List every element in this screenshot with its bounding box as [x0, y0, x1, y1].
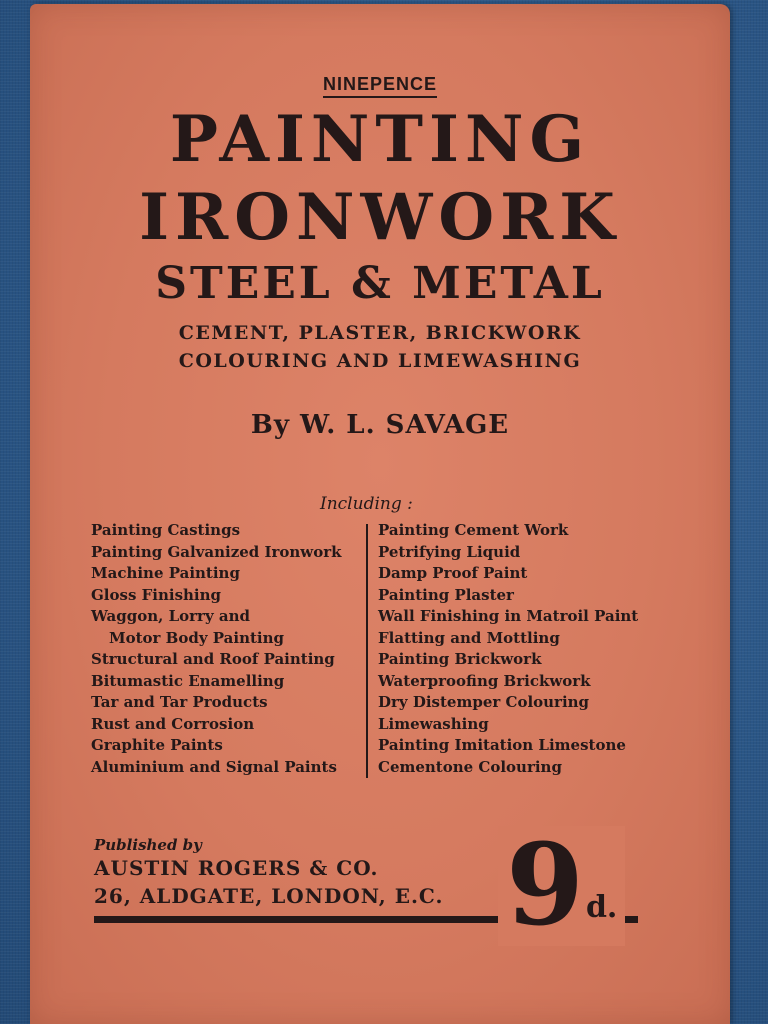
price-heading — [30, 74, 730, 95]
topics-right-list — [378, 520, 678, 778]
price-word: NINEPENCE — [323, 74, 437, 98]
topic-item: Cementone Colouring — [378, 757, 562, 776]
topic-item: Tar and Tar Products — [91, 693, 268, 711]
topic-item: Motor Body Painting — [109, 628, 284, 647]
column-divider — [366, 524, 368, 778]
price-unit: d. — [585, 890, 618, 925]
topic-item: Limewashing — [378, 714, 489, 733]
topic-item: Machine Painting — [91, 564, 240, 582]
title-line-2: IRONWORK — [139, 180, 621, 255]
topic-item: Painting Brickwork — [378, 650, 542, 668]
topic-item: Wall Finishing in Matroil Paint — [378, 607, 639, 625]
topic-item: Waterproofing Brickwork — [378, 671, 591, 690]
topic-item: Petrifying Liquid — [378, 542, 521, 561]
topic-item: Graphite Paints — [91, 736, 223, 754]
topics-left-list — [91, 520, 371, 778]
topic-item: Painting Cement Work — [378, 521, 569, 539]
topic-item: Flatting and Mottling — [378, 628, 560, 647]
subtitle-line-2: COLOURING AND LIMEWASHING — [178, 350, 582, 372]
topic-item: Bitumastic Enamelling — [91, 671, 285, 690]
title-line-1: PAINTING — [169, 102, 591, 177]
title-line-3: STEEL & METAL — [155, 258, 605, 309]
price-number: 9 — [506, 820, 584, 951]
topic-item: Waggon, Lorry and — [91, 607, 251, 625]
topic-item: Painting Castings — [91, 521, 241, 539]
topic-item: Painting Imitation Limestone — [378, 736, 626, 754]
topic-item: Aluminium and Signal Paints — [91, 757, 337, 776]
topic-item: Painting Galvanized Ironwork — [91, 542, 342, 561]
topic-item: Structural and Roof Painting — [91, 650, 335, 668]
author: By W. L. SAVAGE — [250, 410, 510, 440]
published-by-label: Published by — [94, 836, 202, 854]
publisher-address: 26, ALDGATE, LONDON, E.C. — [94, 884, 444, 908]
topic-item: Rust and Corrosion — [91, 714, 255, 733]
publisher-name: AUSTIN ROGERS & CO. — [94, 856, 379, 880]
topic-item: Dry Distemper Colouring — [378, 693, 590, 711]
including-label: Including : — [320, 494, 413, 514]
subtitle-line-1: CEMENT, PLASTER, BRICKWORK — [178, 322, 582, 344]
price-mark — [498, 820, 625, 951]
topic-item: Gloss Finishing — [91, 585, 222, 604]
topic-item: Damp Proof Paint — [378, 564, 528, 582]
book-cover — [30, 4, 730, 1024]
topic-item: Painting Plaster — [378, 585, 514, 604]
